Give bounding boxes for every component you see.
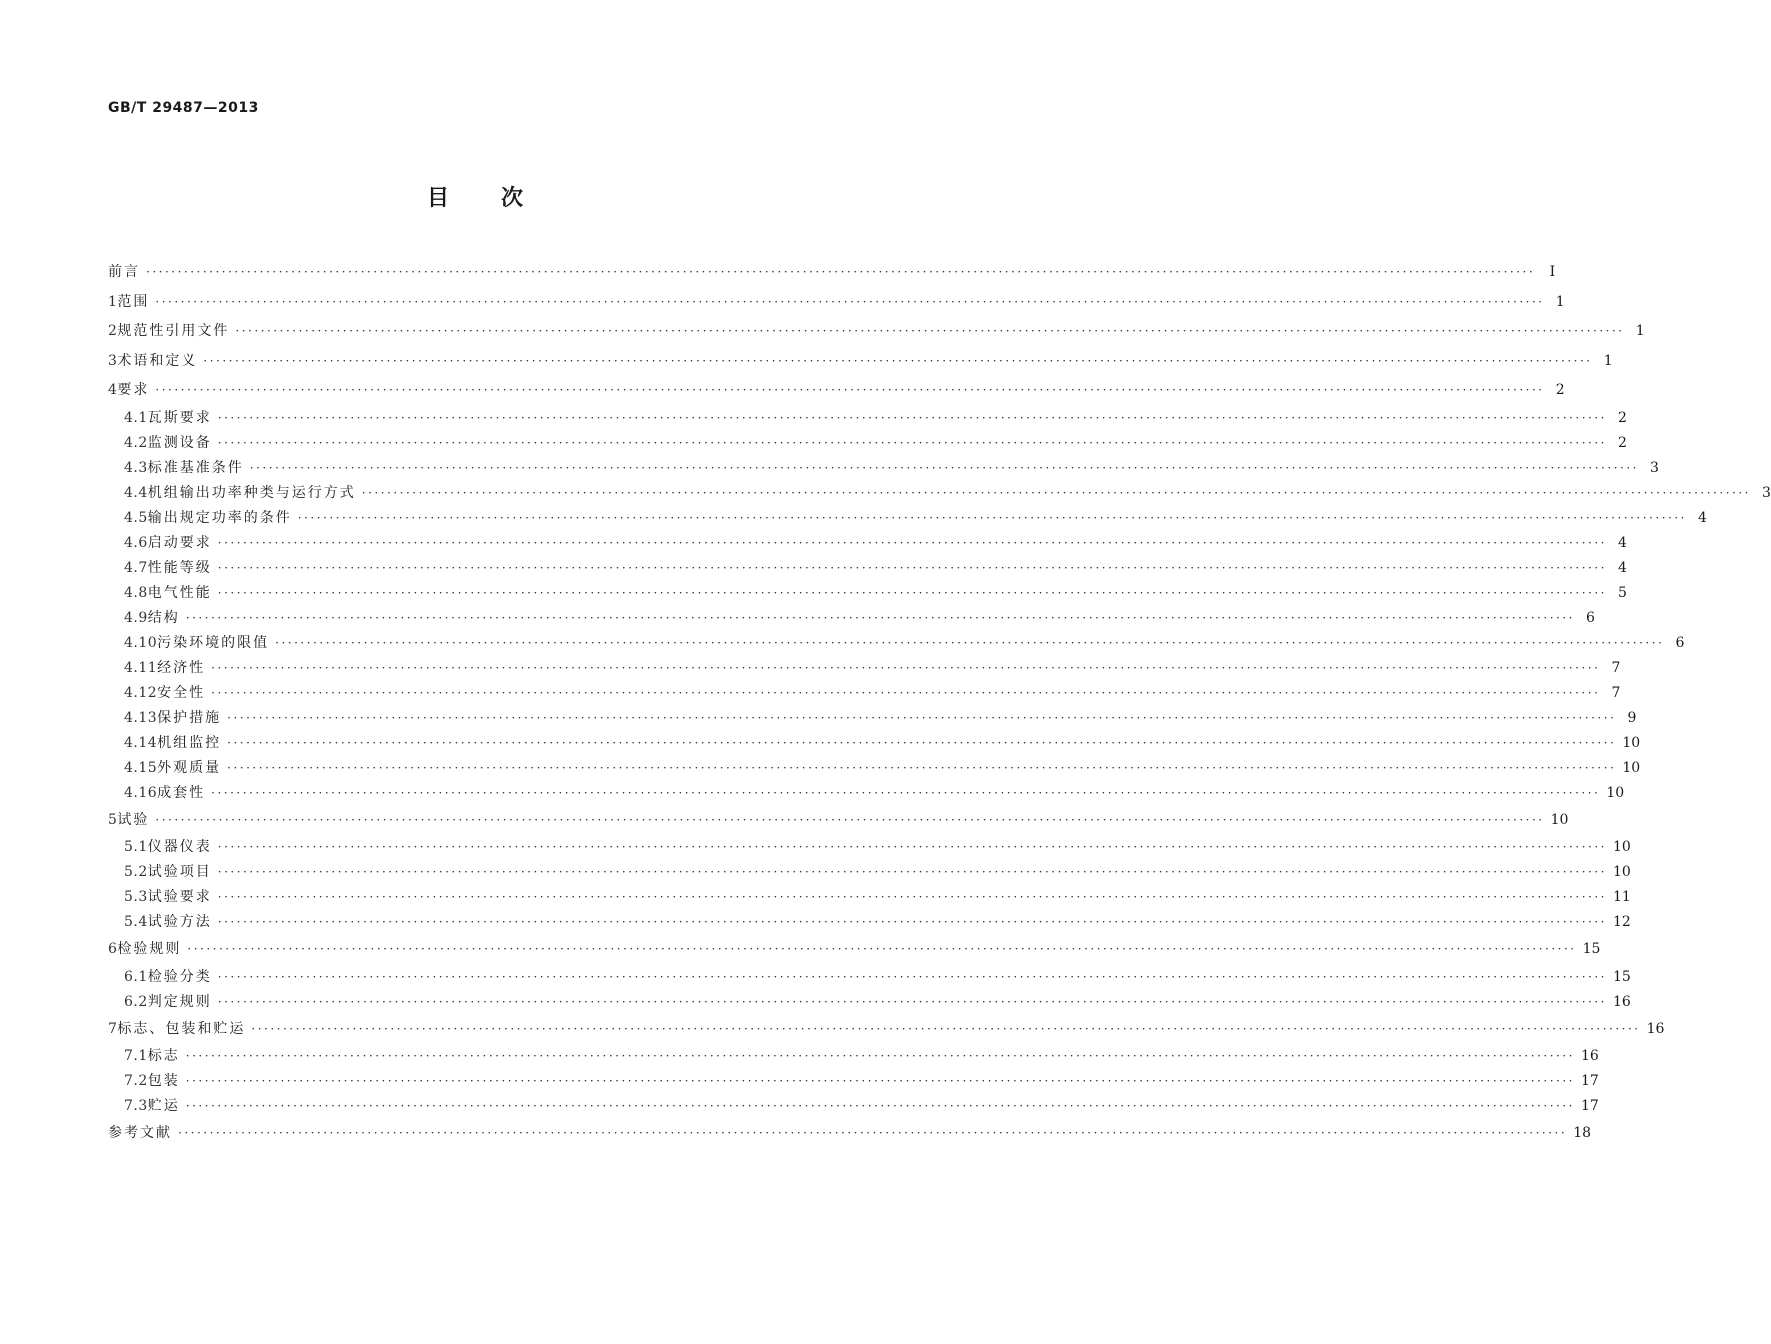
page-title-part1: 目	[426, 186, 449, 211]
toc-entry-number: 6.1	[124, 968, 148, 985]
toc-leader-dots: ····························································································································································································································	[155, 294, 1545, 309]
toc-entry-page: 2	[1618, 434, 1627, 451]
toc-entry[interactable]	[108, 481, 1771, 506]
table-of-contents	[108, 258, 1771, 1149]
toc-entry-number: 5.2	[124, 864, 148, 880]
toc-entry[interactable]	[108, 706, 1637, 731]
toc-entry-page: 1	[1603, 352, 1613, 369]
toc-entry-title: 前言	[108, 264, 140, 280]
toc-entry-page: 5	[1618, 584, 1627, 601]
toc-entry-title: 标志、包装和贮运	[117, 1020, 246, 1037]
toc-leader-dots: ····························································································································································································································	[178, 1126, 1568, 1140]
toc-entry-title: 经济性	[157, 659, 206, 676]
toc-entry[interactable]	[108, 606, 1595, 631]
toc-leader-dots: ····························································································································································································································	[297, 510, 1687, 525]
toc-entry[interactable]	[108, 1119, 1592, 1149]
toc-leader-dots: ····························································································································································································································	[155, 383, 1545, 397]
toc-entry-page: 9	[1627, 709, 1637, 726]
toc-entry-title: 性能等级	[147, 559, 212, 576]
toc-entry-title: 范围	[117, 293, 150, 310]
toc-entry-title: 监测设备	[147, 434, 212, 451]
page-title-part2: 次	[501, 186, 524, 211]
toc-entry-page: 10	[1622, 759, 1641, 776]
toc-entry-page: 16	[1612, 993, 1631, 1010]
toc-entry-page: 17	[1580, 1098, 1599, 1114]
toc-entry-number: 4.10	[124, 634, 158, 651]
toc-leader-dots: ····························································································································································································································	[275, 635, 1665, 650]
toc-entry-page: 16	[1580, 1048, 1599, 1064]
toc-entry[interactable]	[108, 965, 1631, 990]
toc-entry-number: 4.16	[124, 784, 158, 801]
toc-entry-number: 4.13	[124, 709, 158, 726]
toc-entry[interactable]	[108, 756, 1641, 781]
toc-leader-dots: ····························································································································································································································	[217, 915, 1607, 929]
toc-leader-dots: ····························································································································································································································	[217, 969, 1607, 984]
toc-entry[interactable]	[108, 990, 1631, 1015]
toc-entry-number: 3	[108, 352, 118, 369]
toc-entry[interactable]	[108, 806, 1569, 836]
toc-entry-title: 术语和定义	[117, 352, 198, 369]
toc-entry-number: 7.2	[124, 1073, 148, 1089]
toc-entry-number: 5.3	[124, 889, 148, 905]
toc-entry-number: 4.12	[124, 684, 158, 701]
toc-entry[interactable]	[108, 935, 1601, 965]
toc-entry-title: 机组输出功率种类与运行方式	[147, 484, 356, 501]
toc-entry-number: 4.2	[124, 434, 148, 451]
toc-entry-title: 标志	[147, 1048, 180, 1064]
toc-entry-title: 试验要求	[147, 889, 212, 905]
toc-entry-title: 规范性引用文件	[117, 323, 230, 339]
toc-entry-title: 污染环境的限值	[157, 634, 270, 651]
toc-entry[interactable]	[108, 731, 1641, 756]
toc-entry-page: 16	[1646, 1020, 1665, 1037]
toc-entry-page: 6	[1675, 634, 1685, 651]
toc-entry[interactable]	[108, 1044, 1599, 1069]
toc-entry-page: 10	[1612, 839, 1631, 855]
toc-entry-page: 12	[1612, 914, 1631, 930]
toc-entry-number: 4.1	[124, 409, 148, 426]
toc-entry-page: 1	[1555, 293, 1565, 310]
toc-entry-page: 4	[1618, 559, 1627, 576]
toc-entry-page: 6	[1586, 609, 1595, 626]
toc-entry-title: 仪器仪表	[147, 839, 212, 855]
toc-entry[interactable]	[108, 431, 1627, 456]
toc-leader-dots: ····························································································································································································································	[217, 535, 1607, 550]
toc-leader-dots: ····························································································································································································································	[227, 710, 1617, 725]
toc-entry-page: 15	[1582, 941, 1601, 957]
toc-entry-page: 2	[1618, 409, 1627, 426]
toc-entry-title: 试验项目	[147, 864, 212, 880]
toc-entry[interactable]	[108, 656, 1621, 681]
page-title	[0, 181, 950, 212]
toc-entry-title: 启动要求	[147, 534, 212, 551]
toc-entry-page: 10	[1622, 734, 1641, 751]
toc-leader-dots: ····························································································································································································································	[249, 460, 1639, 475]
toc-leader-dots: ····························································································································································································································	[185, 1049, 1575, 1063]
toc-leader-dots: ····························································································································································································································	[185, 1074, 1575, 1088]
toc-entry[interactable]	[108, 456, 1659, 481]
toc-entry[interactable]	[108, 376, 1565, 406]
toc-leader-dots: ····························································································································································································································	[155, 812, 1545, 827]
toc-leader-dots: ····························································································································································································································	[217, 890, 1607, 904]
toc-entry[interactable]	[108, 288, 1565, 318]
toc-leader-dots: ····························································································································································································································	[251, 1021, 1641, 1036]
toc-entry-page: 10	[1550, 811, 1569, 828]
toc-entry[interactable]	[108, 1094, 1599, 1119]
toc-entry[interactable]	[108, 317, 1645, 347]
toc-leader-dots: ····························································································································································································································	[217, 865, 1607, 879]
toc-leader-dots: ····························································································································································································································	[211, 660, 1601, 675]
toc-entry[interactable]	[108, 681, 1621, 706]
toc-entry-page: 7	[1611, 684, 1621, 701]
toc-entry-number: 4.4	[124, 484, 148, 501]
toc-entry-title: 安全性	[157, 684, 206, 701]
toc-entry[interactable]	[108, 860, 1631, 885]
toc-entry-title: 检验分类	[147, 968, 212, 985]
toc-leader-dots: ····························································································································································································································	[217, 410, 1607, 425]
toc-leader-dots: ····························································································································································································································	[217, 560, 1607, 575]
toc-entry-title: 外观质量	[157, 759, 222, 776]
toc-entry[interactable]	[108, 406, 1627, 431]
toc-entry-title: 检验规则	[117, 941, 182, 957]
toc-leader-dots: ····························································································································································································································	[217, 840, 1607, 854]
toc-entry-title: 输出规定功率的条件	[147, 509, 292, 526]
toc-entry-page: Ⅰ	[1549, 264, 1556, 280]
toc-entry-number: 5	[108, 811, 118, 828]
toc-entry-number: 1	[108, 293, 118, 310]
toc-entry-number: 7.3	[124, 1098, 148, 1114]
toc-entry-title: 瓦斯要求	[147, 409, 212, 426]
toc-entry-title: 电气性能	[147, 584, 212, 601]
toc-leader-dots: ····························································································································································································································	[217, 585, 1607, 600]
toc-entry-title: 参考文献	[108, 1125, 172, 1141]
standard-code: GB/T 29487—2013	[108, 100, 259, 116]
toc-entry[interactable]	[108, 910, 1631, 935]
toc-entry-title: 贮运	[147, 1098, 180, 1114]
toc-entry-title: 保护措施	[157, 709, 222, 726]
toc-entry-page: 1	[1635, 323, 1645, 339]
toc-entry-page: 3	[1762, 484, 1771, 501]
toc-entry-title: 标准基准条件	[147, 459, 244, 476]
toc-entry[interactable]	[108, 347, 1613, 377]
toc-leader-dots: ····························································································································································································································	[217, 435, 1607, 450]
toc-entry-title: 机组监控	[157, 734, 222, 751]
toc-leader-dots: ····························································································································································································································	[187, 942, 1577, 956]
toc-leader-dots: ····························································································································································································································	[217, 994, 1607, 1009]
toc-entry-number: 6	[108, 941, 118, 957]
toc-entry-number: 6.2	[124, 993, 148, 1010]
toc-leader-dots: ····························································································································································································································	[185, 1099, 1575, 1113]
toc-entry-number: 5.4	[124, 914, 148, 930]
toc-entry-page: 10	[1612, 864, 1631, 880]
toc-entry-title: 试验方法	[147, 914, 212, 930]
toc-entry-title: 成套性	[157, 784, 206, 801]
toc-leader-dots: ····························································································································································································································	[211, 685, 1601, 700]
toc-entry-number: 7	[108, 1020, 118, 1037]
toc-entry-title: 要求	[117, 382, 150, 398]
toc-entry-title: 结构	[147, 609, 180, 626]
toc-leader-dots: ····························································································································································································································	[146, 265, 1536, 279]
toc-entry-page: 2	[1555, 382, 1565, 398]
toc-entry[interactable]	[108, 781, 1625, 806]
toc-entry-number: 4.6	[124, 534, 148, 551]
toc-entry[interactable]	[108, 1015, 1665, 1045]
toc-entry-number: 2	[108, 323, 118, 339]
toc-entry-page: 4	[1698, 509, 1707, 526]
toc-entry-title: 试验	[117, 811, 150, 828]
toc-entry-number: 5.1	[124, 839, 148, 855]
toc-entry-number: 4.3	[124, 459, 148, 476]
toc-entry[interactable]	[108, 531, 1627, 556]
toc-entry[interactable]	[108, 258, 1556, 288]
toc-entry-page: 4	[1618, 534, 1627, 551]
toc-entry-page: 7	[1611, 659, 1621, 676]
toc-entry[interactable]	[108, 506, 1707, 531]
toc-entry[interactable]	[108, 885, 1631, 910]
toc-leader-dots: ····························································································································································································································	[235, 324, 1625, 338]
toc-entry[interactable]	[108, 581, 1627, 606]
toc-leader-dots: ····························································································································································································································	[361, 485, 1751, 500]
toc-entry-page: 17	[1580, 1073, 1599, 1089]
toc-entry-number: 4	[108, 382, 118, 398]
toc-leader-dots: ····························································································································································································································	[185, 610, 1575, 625]
toc-entry-number: 4.11	[124, 659, 158, 676]
toc-entry-title: 判定规则	[147, 993, 212, 1010]
toc-entry-page: 15	[1612, 968, 1631, 985]
toc-entry-number: 4.7	[124, 559, 148, 576]
toc-entry[interactable]	[108, 631, 1685, 656]
toc-entry[interactable]	[108, 556, 1627, 581]
toc-entry-number: 4.14	[124, 734, 158, 751]
toc-entry[interactable]	[108, 1069, 1599, 1094]
toc-entry-title: 包装	[147, 1073, 180, 1089]
toc-entry-page: 10	[1606, 784, 1625, 801]
toc-entry-number: 4.15	[124, 759, 158, 776]
toc-leader-dots: ····························································································································································································································	[227, 735, 1617, 750]
toc-entry-number: 4.9	[124, 609, 148, 626]
toc-entry[interactable]	[108, 835, 1631, 860]
toc-entry-number: 4.8	[124, 584, 148, 601]
toc-entry-page: 11	[1612, 889, 1631, 905]
toc-leader-dots: ····························································································································································································································	[211, 785, 1601, 800]
toc-entry-number: 4.5	[124, 509, 148, 526]
toc-entry-page: 18	[1573, 1125, 1592, 1141]
toc-leader-dots: ····························································································································································································································	[203, 353, 1593, 368]
toc-entry-number: 7.1	[124, 1048, 148, 1064]
toc-leader-dots: ····························································································································································································································	[227, 760, 1617, 775]
toc-entry-page: 3	[1650, 459, 1659, 476]
